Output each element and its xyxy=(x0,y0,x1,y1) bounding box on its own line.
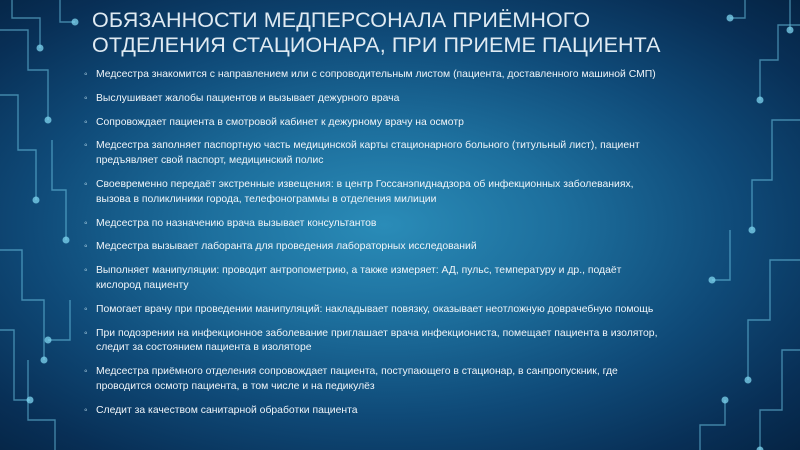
bullet-icon: ◦ xyxy=(84,303,88,315)
slide-title-line-1: ОБЯЗАННОСТИ МЕДПЕРСОНАЛА ПРИЁМНОГО xyxy=(92,8,591,32)
list-item-text: Медсестра знакомится с направлением или с сопроводительным листом (пациента, доставленного машиной СМП) xyxy=(96,69,656,80)
list-item xyxy=(84,217,724,232)
bullet-icon: ◦ xyxy=(84,327,88,339)
list-item xyxy=(84,68,724,83)
list-item-text: При подозрении на инфекционное заболевание приглашает врача инфекциониста, помещает пациента в изолятор, следит за состоянием пациента в изоляторе xyxy=(96,327,658,354)
list-item xyxy=(84,365,724,395)
list-item-text: Выполняет манипуляции: проводит антропометрию, а также измеряет: АД, пульс, температуру и др., подаёт кислород пациенту xyxy=(96,265,622,291)
bullet-icon: ◦ xyxy=(84,178,88,190)
list-item xyxy=(84,178,724,208)
bullet-icon: ◦ xyxy=(84,366,88,378)
list-item xyxy=(84,92,724,107)
slide-title xyxy=(92,8,772,58)
bullet-icon: ◦ xyxy=(84,92,88,104)
bullet-icon: ◦ xyxy=(84,140,88,152)
slide-title-line-2: ОТДЕЛЕНИЯ СТАЦИОНАРА, ПРИ ПРИЕМЕ ПАЦИЕНТА xyxy=(92,33,661,57)
bullet-icon: ◦ xyxy=(84,404,88,416)
bullet-icon: ◦ xyxy=(84,69,88,80)
bullet-icon: ◦ xyxy=(84,217,88,229)
bullet-icon: ◦ xyxy=(84,241,88,253)
list-item xyxy=(84,303,724,318)
list-item-text: Медсестра вызывает лаборанта для проведения лабораторных исследований xyxy=(96,241,477,253)
list-item xyxy=(84,327,724,357)
list-item-text: Своевременно передаёт экстренные извещения: в центр Госсанэпиднадзора об инфекционных заболеваниях, вызова в поликлиники города, телефонограммы в отделения милиции xyxy=(96,178,634,205)
list-item-text: Следит за качеством санитарной обработки пациента xyxy=(96,404,358,416)
duties-list xyxy=(84,68,724,419)
list-item-text: Помогает врачу при проведении манипуляций: накладывает повязку, оказывает неотложную доврачебную помощь xyxy=(96,303,654,315)
list-item-text: Выслушивает жалобы пациентов и вызывает дежурного врача xyxy=(96,92,400,104)
list-item xyxy=(84,139,724,169)
bullet-icon: ◦ xyxy=(84,265,88,277)
list-item-text: Сопровождает пациента в смотровой кабинет к дежурному врачу на осмотр xyxy=(96,116,464,128)
list-item-text: Медсестра заполняет паспортную часть медицинской карты стационарного больного (титульный лист), пациент предъявляет свой паспорт, медицинский полис xyxy=(96,140,640,167)
list-item xyxy=(84,116,724,131)
list-item xyxy=(84,404,724,419)
list-item-text: Медсестра приёмного отделения сопровождает пациента, поступающего в стационар, в санпропускник, где проводится осмотр пациента, в том числе и на педикулёз xyxy=(96,366,618,392)
bullet-icon: ◦ xyxy=(84,116,88,128)
list-item xyxy=(84,240,724,255)
list-item-text: Медсестра по назначению врача вызывает консультантов xyxy=(96,217,377,229)
list-item xyxy=(84,264,724,294)
